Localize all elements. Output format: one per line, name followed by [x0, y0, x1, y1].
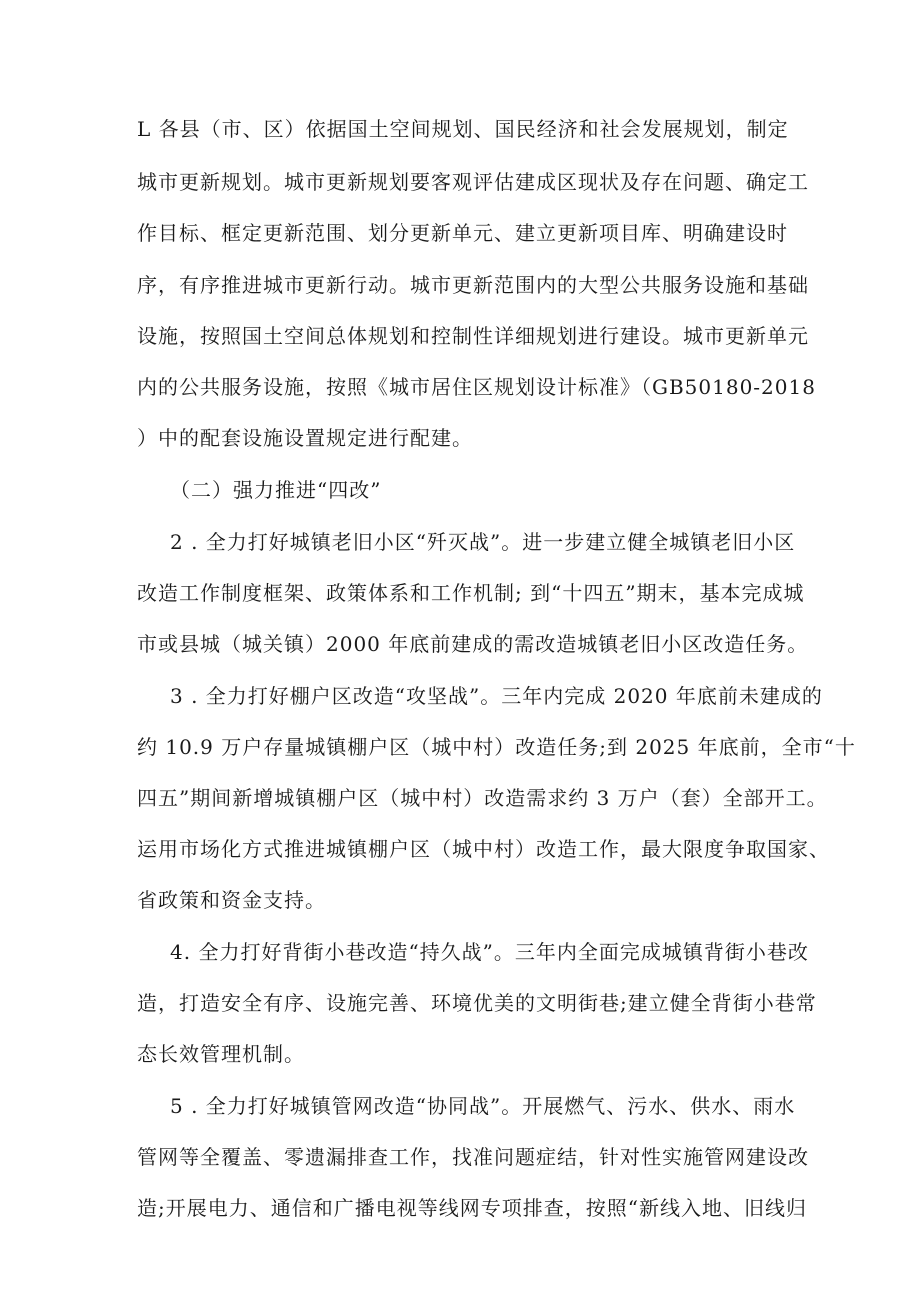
paragraph-1-line-1: L 各县（市、区）依据国土空间规划、国民经济和社会发展规划，制定 [137, 117, 789, 141]
item-3-line-5: 省政策和资金支持。 [137, 888, 326, 912]
item-5-line-2: 管网等全覆盖、零遗漏排查工作，找准问题症结，针对性实施管网建设改 [137, 1145, 809, 1169]
item-3-line-1: 3 . 全力打好棚户区改造“攻坚战”。三年内完成 2020 年底前未建成的 [170, 684, 823, 708]
item-4-line-2: 造，打造安全有序、设施完善、环境优美的文明街巷;建立健全背街小巷常 [137, 991, 817, 1015]
item-5-line-3: 造;开展电力、通信和广播电视等线网专项排查，按照“新线入地、旧线归 [137, 1196, 807, 1220]
item-3-line-4: 运用市场化方式推进城镇棚户区（城中村）改造工作，最大限度争取国家、 [137, 837, 830, 861]
paragraph-1-line-2: 城市更新规划。城市更新规划要客观评估建成区现状及存在问题、确定工 [137, 170, 809, 194]
item-4-line-3: 态长效管理机制。 [137, 1042, 305, 1066]
item-3-line-2: 约 10.9 万户存量城镇棚户区（城中村）改造任务;到 2025 年底前，全市“十 [137, 735, 856, 759]
paragraph-1-line-7: ）中的配套设施设置规定进行配建。 [137, 426, 473, 450]
paragraph-1-line-4: 序，有序推进城市更新行动。城市更新范围内的大型公共服务设施和基础 [137, 273, 809, 297]
paragraph-1-line-3: 作目标、框定更新范围、划分更新单元、建立更新项目库、明确建设时 [137, 221, 788, 245]
item-4-line-1: 4. 全力打好背街小巷改造“持久战”。三年内全面完成城镇背街小巷改 [170, 940, 809, 964]
item-2-line-1: 2 . 全力打好城镇老旧小区“歼灭战”。进一步建立健全城镇老旧小区 [170, 530, 796, 554]
paragraph-1-line-5: 设施，按照国土空间总体规划和控制性详细规划进行建设。城市更新单元 [137, 324, 809, 348]
section-heading: （二）强力推进“四改” [170, 478, 382, 502]
item-2-line-3: 市或县城（城关镇）2000 年底前建成的需改造城镇老旧小区改造任务。 [137, 632, 809, 656]
item-5-line-1: 5 . 全力打好城镇管网改造“协同战”。开展燃气、污水、供水、雨水 [170, 1094, 796, 1118]
paragraph-1-line-6: 内的公共服务设施，按照《城市居住区规划设计标准》（GB50180-2018 [137, 375, 816, 399]
item-2-line-2: 改造工作制度框架、政策体系和工作机制; 到“十四五”期末，基本完成城 [137, 581, 805, 605]
item-3-line-3: 四五”期间新增城镇棚户区（城中村）改造需求约 3 万户（套）全部开工。 [137, 786, 828, 810]
